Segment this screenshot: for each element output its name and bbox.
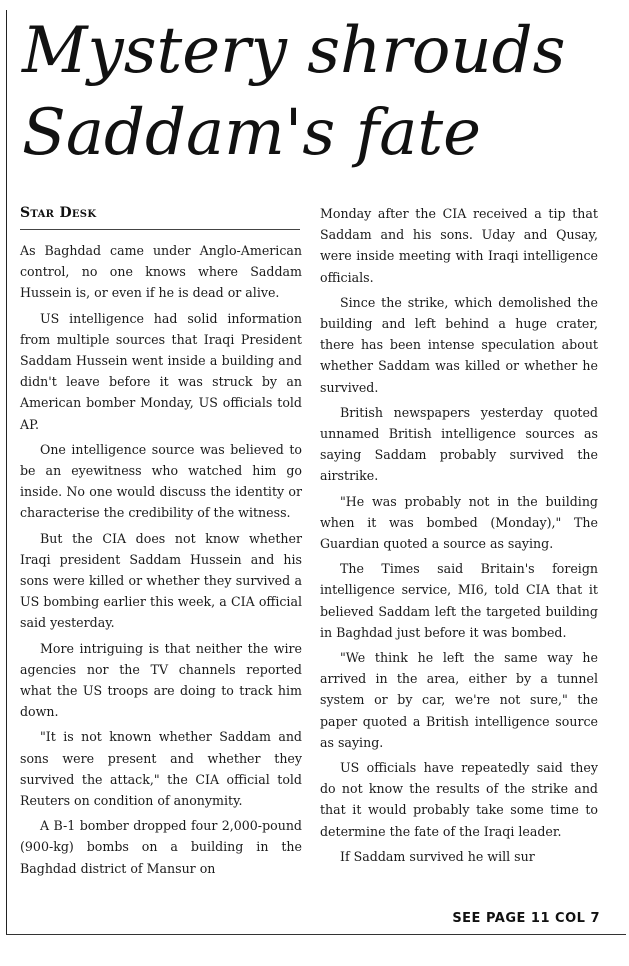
paragraph: More intriguing is that neither the wire agencies nor the TV channels reported what the US troops are doing to track him down. [20,640,302,720]
paragraph: "He was probably not in the building when it was bombed (Monday)," The Guardian quoted a source as saying. [320,493,598,552]
article-column-left [20,240,302,883]
paragraph: US officials have repeatedly said they do not know the results of the strike and that it would probably take some time to determine the fate of the Iraqi leader. [320,760,598,839]
byline: Star Desk [20,205,97,221]
paragraph: "It is not known whether Saddam and sons were present and whether they survived the attack," the CIA official told Reuters on condition of anonymity. [20,729,302,809]
left-column-rule [6,10,7,934]
paragraph: As Baghdad came under Anglo-American control, no one knows where Saddam Hussein is, or even if he is dead or alive. [20,243,302,301]
byline-rule [20,229,300,230]
paragraph: But the CIA does not know whether Iraqi president Saddam Hussein and his sons were killed or whether they survived a US bombing earlier this week, a CIA official said yesterday. [20,530,302,631]
paragraph: If Saddam survived he will sur [340,848,535,864]
paragraph: The Times said Britain's foreign intelligence service, MI6, told CIA that it believed Saddam left the targeted building in Baghdad just before it was bombed. [320,561,598,640]
paragraph: A B-1 bomber dropped four 2,000-pound (900-kg) bombs on a building in the Baghdad district of Mansur on [20,818,302,876]
continuation-jump-label: SEE PAGE 11 COL 7 [452,911,600,926]
headline-line-1: Mystery shrouds [22,14,566,88]
paragraph: Since the strike, which demolished the building and left behind a huge crater, there has been intense speculation about whether Saddam was killed or whether he survived. [320,294,598,395]
paragraph: British newspapers yesterday quoted unnamed British intelligence sources as saying Saddam probably survived the airstrike. [320,404,598,484]
paragraph: US intelligence had solid information from multiple sources that Iraqi President Saddam Hussein went inside a building and didn't leave before it was struck by an American bomber Monday, US officials told AP. [20,310,302,432]
bottom-rule [6,934,626,935]
paragraph: "We think he left the same way he arrived in the area, either by a tunnel system or by car, we're not sure," the paper quoted a British intelligence source as saying. [320,650,598,750]
headline-line-2: Saddam's fate [22,96,481,170]
headline [22,10,622,174]
paragraph: One intelligence source was believed to be an eyewitness who watched him go inside. No one would discuss the identity or characterise the credibility of the witness. [20,441,302,521]
article-column-right [320,203,598,871]
paragraph: Monday after the CIA received a tip that Saddam and his sons. Uday and Qusay, were inside meeting with Iraqi intelligence officials. [320,206,598,285]
